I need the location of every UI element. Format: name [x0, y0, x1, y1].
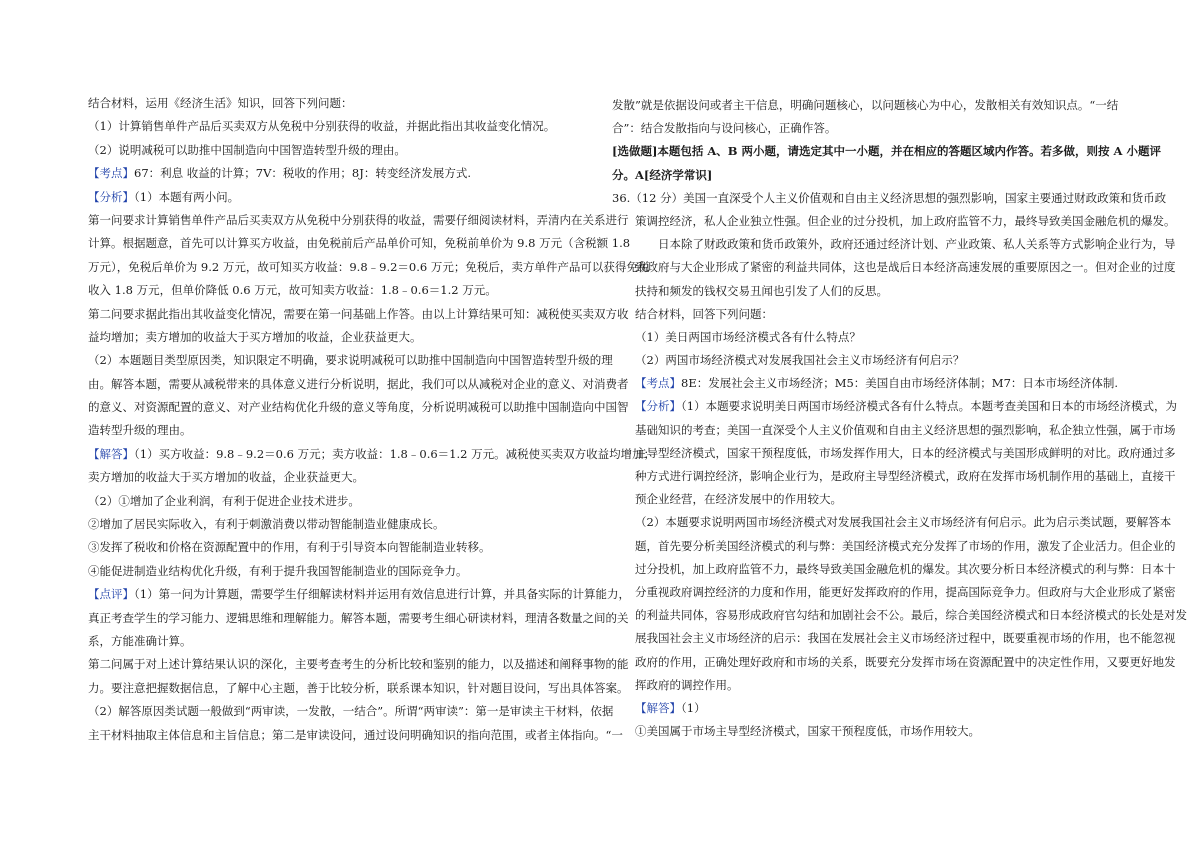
text-line: [612, 395, 1178, 418]
line-text: 发散”就是依据设问或者主干信息，明确问题核心，以问题核心为中心，发散相关有效知识点。“一结: [612, 98, 1119, 112]
line-text: ②增加了居民实际收入，有利于刺激消费以带动智能制造业健康成长。: [88, 517, 445, 532]
text-line: [88, 536, 588, 559]
text-line: [88, 396, 629, 419]
text-line: [88, 162, 588, 185]
text-line: [612, 465, 1176, 488]
line-text: 日本除了财政政策和货币政策外，政府还通过经济计划、产业政策、私人关系等方式影响企业行为，导: [635, 237, 1176, 252]
line-text: 政府的作用，正确处理好政府和市场的关系，既要充分发挥市场在资源配置中的决定性作用，又要更好地发: [635, 654, 1176, 669]
text-line: [612, 651, 1176, 674]
text-line: [612, 674, 1132, 697]
line-text: 主干材料抽取主体信息和主旨信息；第二是审读设问，通过设问明确知识的指向范围，或者主体指向。“一: [88, 727, 623, 742]
text-line: [612, 233, 1176, 256]
line-text: 扶持和频发的钱权交易丑闻也引发了人们的反思。: [635, 283, 888, 298]
section-tag: 【分析】: [635, 399, 681, 414]
text-line: [88, 326, 588, 349]
line-text: 分。A[经济学常识]: [612, 167, 713, 182]
text-line: [612, 187, 1167, 210]
line-text: 8E：发展社会主义市场经济；M5：美国自由市场经济体制；M7：日本市场经济体制.: [681, 376, 1119, 391]
text-line: [612, 581, 1176, 604]
line-text: 种方式进行调控经济，影响企业行为，是政府主导型经济模式，政府在发挥市场机制作用的基础上，直接干: [635, 469, 1176, 483]
line-text: 合”：结合发散指向与设问核心，正确作答。: [612, 121, 837, 136]
line-text: 的意义、对资源配置的意义、对产业结构优化升级的意义等角度，分析说明减税可以助推中国制造向中国智: [88, 400, 629, 415]
line-text: 第一问要求计算销售单件产品后买卖双方从免税中分别获得的收益，需要仔细阅读材料，弄清内在关系进行: [88, 212, 629, 227]
right-column: [612, 94, 1187, 743]
text-line: [88, 139, 588, 162]
text-line: [88, 583, 631, 606]
text-line: [612, 280, 1132, 303]
line-text: 益均增加；卖方增加的收益大于买方增加的收益，企业获益更大。: [88, 329, 422, 344]
line-text: 预企业经营，在经济发展中的作用较大。: [635, 492, 842, 507]
line-text: （2）本题题目类型原因类，知识限定不明确，要求说明减税可以助推中国制造向中国智造转型升级的理: [88, 353, 613, 368]
line-text: 计算。根据题意，首先可以计算买方收益，由免税前后产品单价可知，免税前单价为 9.8 万元（含税额 1.8: [88, 236, 631, 251]
text-line: [88, 677, 629, 700]
line-text: （1）买方收益：9.8﹣9.2＝0.6 万元；卖方收益：1.8﹣0.6＝1.2 万元。减税使买卖双方收益均增加；: [134, 446, 656, 461]
text-line: [88, 700, 614, 723]
line-text: ①美国属于市场主导型经济模式，国家干预程度低，市场作用较大。: [635, 724, 980, 739]
text-line: [88, 349, 613, 372]
text-line: [612, 419, 1176, 442]
section-tag: 【解答】: [635, 700, 681, 715]
line-text: 由。解答本题，需要从减税带来的具体意义进行分析说明，据此，我们可以从减税对企业的意义、对消费者: [88, 376, 629, 391]
text-line: [88, 560, 588, 583]
line-text: 系，方能准确计算。: [88, 633, 192, 648]
left-column: [88, 92, 656, 747]
line-text: 真正考查学生的学习能力、逻辑思维和理解能力。解答本题，需要考生细心研读材料，理清各数量之间的关: [88, 610, 629, 625]
line-text: （2）本题要求说明两国市场经济模式对发展我国社会主义市场经济有何启示。此为启示类试题，要解答本: [635, 515, 1172, 530]
text-line: [612, 372, 1132, 395]
text-line: [88, 92, 588, 115]
line-text: 致政府与大企业形成了紧密的利益共同体，这也是战后日本经济高速发展的重要原因之一。但对企业的过度: [635, 260, 1176, 275]
text-line: [612, 117, 1132, 140]
text-line: [88, 373, 629, 396]
line-text: （2）解答原因类试题一般做到“两审读，一发散，一结合”。所谓“两审读”：第一是审读主干材料，依据: [88, 704, 614, 719]
section-tag: 【点评】: [88, 587, 134, 602]
text-line: [88, 256, 650, 279]
line-text: 挥政府的调控作用。: [635, 677, 739, 692]
line-text: 36.（12 分）美国一直深受个人主义价值观和自由主义经济思想的强烈影响，国家主要通过财政政策和货币政: [612, 190, 1167, 205]
text-line: [612, 558, 1176, 581]
text-line: [88, 443, 656, 466]
text-line: [88, 653, 629, 676]
line-text: （1）计算销售单件产品后买卖双方从免税中分别获得的收益，并据此指出其收益变化情况。: [88, 119, 556, 134]
line-text: 第二问要求据此指出其收益变化情况，需要在第一问基础上作答。由以上计算结果可知：减税使买卖双方收: [88, 306, 629, 321]
text-line: [612, 511, 1172, 534]
line-text: 结合材料，运用《经济生活》知识，回答下列问题：: [88, 96, 353, 110]
section-tag: 【解答】: [88, 446, 134, 461]
line-text: 题，首先要分析美国经济模式的利与弊：美国经济模式充分发挥了市场的作用，激发了企业活力。但企业的: [635, 538, 1176, 553]
text-line: [88, 186, 588, 209]
line-text: 力。要注意把握数据信息，了解中心主题，善于比较分析，联系课本知识，针对题目设问，写出具体答案。: [88, 680, 629, 695]
line-text: 卖方增加的收益大于买方增加的收益，企业获益更大。: [88, 470, 364, 485]
line-text: （2）两国市场经济模式对发展我国社会主义市场经济有何启示？: [635, 353, 965, 368]
section-tag: 【考点】: [635, 376, 681, 391]
text-line: [88, 607, 629, 630]
line-text: 过分投机，加上政府监管不力，最终导致美国金融危机的爆发。其次要分析日本经济模式的利与弊：日本十: [635, 561, 1176, 576]
line-text: （1）第一问为计算题，需要学生仔细解读材料并运用有效信息进行计算，并具备实际的计算能力，: [134, 587, 631, 602]
line-text: 造转型升级的理由。: [88, 423, 192, 438]
line-text: （1）美日两国市场经济模式各有什么特点？: [635, 329, 861, 344]
line-text: 万元），免税后单价为 9.2 万元，故可知买方收益：9.8﹣9.2＝0.6 万元；免税后，卖方单件产品可以获得免税: [88, 259, 650, 274]
line-text: （2）①增加了企业利润，有利于促进企业技术进步。: [88, 493, 360, 508]
text-line: [612, 697, 1132, 720]
text-line: [612, 488, 1132, 511]
text-line: [88, 232, 631, 255]
text-line: [88, 209, 629, 232]
line-text: [选做题]本题包括 A、B 两小题，请选定其中一小题，并在相应的答题区域内作答。若多做，则按 A 小题评: [612, 144, 1161, 159]
line-text: 展我国社会主义市场经济的启示：我国在发展社会主义市场经济过程中，既要重视市场的作用，也不能忽视: [635, 631, 1176, 646]
text-line: [612, 256, 1176, 279]
line-text: 收入 1.8 万元，但单价降低 0.6 万元，故可知卖方收益：1.8﹣0.6＝1.2 万元。: [88, 283, 497, 298]
text-line: [612, 349, 1132, 372]
line-text: 主导型经济模式，国家干预程度低，市场发挥作用大，日本的经济模式与美国形成鲜明的对比。政府通过多: [635, 445, 1176, 460]
line-text: ③发挥了税收和价格在资源配置中的作用，有利于引导资本向智能制造业转移。: [88, 540, 491, 555]
line-text: 结合材料，回答下列问题：: [635, 306, 773, 321]
text-line: [88, 724, 623, 747]
text-line: [612, 140, 1161, 163]
text-line: [612, 303, 1132, 326]
text-line: [612, 164, 1132, 187]
text-line: [88, 279, 588, 302]
text-line: [612, 627, 1176, 650]
line-text: 的利益共同体，容易形成政府官勾结和加剧社会不公。最后，综合美国经济模式和日本经济模式的长处是对发: [635, 608, 1187, 623]
line-text: 第二问属于对上述计算结果认识的深化，主要考查考生的分析比较和鉴别的能力，以及描述和阐释事物的能: [88, 657, 629, 672]
line-text: （1）本题有两小问。: [134, 189, 240, 204]
text-line: [88, 466, 588, 489]
text-line: [88, 303, 629, 326]
text-line: [88, 115, 588, 138]
section-tag: 【分析】: [88, 189, 134, 204]
text-line: [612, 326, 1132, 349]
text-line: [612, 94, 1132, 117]
line-text: （1）: [681, 700, 706, 715]
line-text: 策调控经济，私人企业独立性强。但企业的过分投机，加上政府监管不力，最终导致美国金融危机的爆发。: [635, 213, 1176, 228]
text-line: [612, 442, 1176, 465]
text-line: [88, 513, 588, 536]
line-text: 67：利息 收益的计算；7V：税收的作用；8J：转变经济发展方式.: [134, 166, 471, 181]
text-line: [88, 630, 588, 653]
line-text: ④能促进制造业结构优化升级，有利于提升我国智能制造业的国际竞争力。: [88, 563, 468, 578]
line-text: 基础知识的考查；美国一直深受个人主义价值观和自由主义经济思想的强烈影响，私企独立性强，属于市场: [635, 422, 1176, 437]
line-text: （1）本题要求说明美日两国市场经济模式各有什么特点。本题考查美国和日本的市场经济模式，为: [681, 399, 1178, 414]
line-text: 分重视政府调控经济的力度和作用，能更好发挥政府的作用，提高国际竞争力。但政府与大企业形成了紧密: [635, 584, 1176, 599]
text-line: [88, 419, 588, 442]
text-line: [612, 535, 1176, 558]
section-tag: 【考点】: [88, 166, 134, 181]
text-line: [88, 490, 588, 513]
text-line: [612, 604, 1187, 627]
text-line: [612, 720, 1132, 743]
text-line: [612, 210, 1176, 233]
line-text: （2）说明减税可以助推中国制造向中国智造转型升级的理由。: [88, 142, 406, 157]
